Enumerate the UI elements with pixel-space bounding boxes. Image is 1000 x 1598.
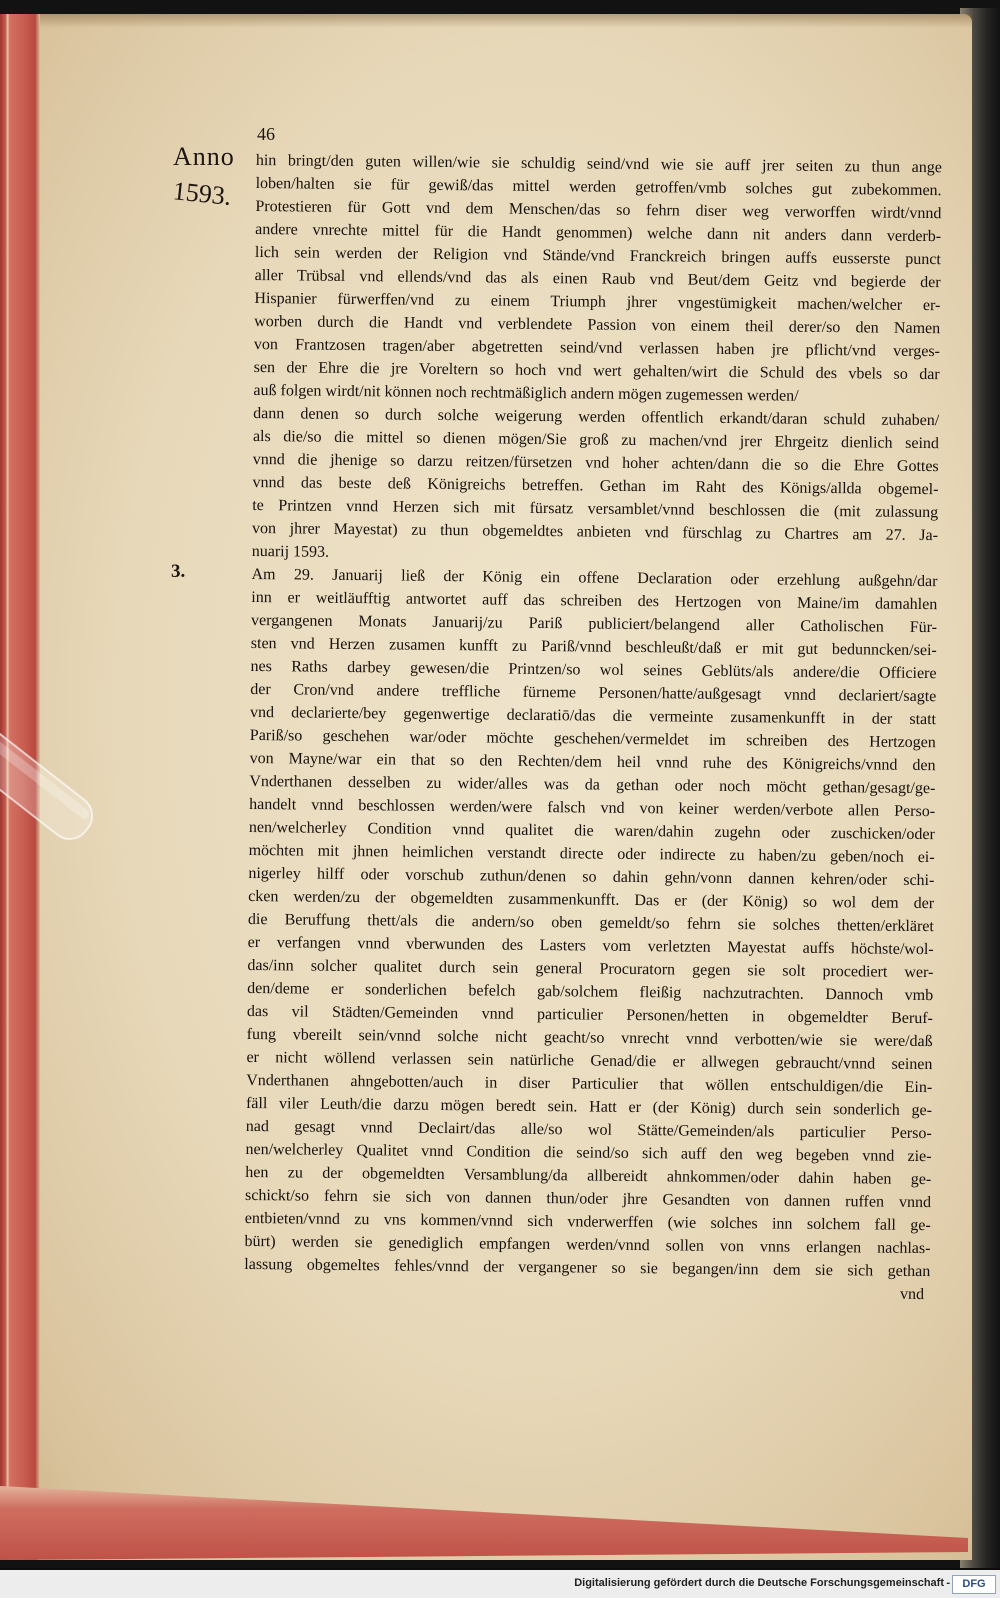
text-line: das/inn solcher qualitet durch sein general Procuratorn gegen sie solt procediert wer- (247, 956, 934, 982)
text-line: worben durch die Handt vnd verblendete Passion von einem theil derer/so den Namen (254, 312, 941, 338)
text-line: nuarij 1593. (251, 542, 330, 561)
text-line: fäll viler Leuth/die darzu mögen beredt sein. Hatt er (der König) durch sein sonderlich ge- (245, 1094, 933, 1120)
margin-section-number: 3. (171, 561, 186, 582)
text-line: die Beruffung thett/als die andern/so oben gemeldt/so fehrn sie solches thetten/erkläret (247, 910, 934, 936)
text-line: vnnd das beste deß Königreichs betreffen. Gethan im Raht des Königs/allda obgemel- (252, 473, 939, 499)
page-holder-clip-icon (0, 690, 140, 880)
text-line: hen zu der obgemeldten Versamblung/da allbereidt ahnkommen/oder dahin haben ge- (245, 1163, 932, 1189)
text-line: andere vnrechte mittel für die Handt genommen) welche dann nit anders dann verderb- (255, 220, 942, 246)
margin-note-anno: Anno (173, 142, 235, 171)
text-line: nen/welcherley Qualitet vnnd Condition die seind/so sich auff den weg begeben vnnd zie- (245, 1140, 932, 1166)
text-line: Vnderthanen ahngebotten/auch in diser Particulier that wöllen entschuldigen/die Ein- (246, 1071, 933, 1097)
digitization-footer (0, 1570, 1000, 1598)
footer-credit-text: Digitalisierung gefördert durch die Deutsche Forschungsgemeinschaft (574, 1577, 944, 1589)
text-line: vergangenen Monats Januarij/zu Pariß publiciert/belangend aller Catholischen Für- (250, 611, 938, 637)
text-line: vnd declarierte/bey gegenwertige declaratiō/das die vermeinte zusamenkunfft in der statt (250, 703, 937, 729)
text-line: er nicht wöllend verlassen sein natürliche Genad/die er allwegen gebraucht/vnnd seinen (246, 1048, 933, 1074)
text-line: sten vnd Herzen zusamen kunfft zu Pariß/vnnd beschleußt/daß er mit gut bedunncken/sei- (250, 634, 937, 660)
text-line: als die/so die mittel so dienen mögen/Sie groß zu machen/vnd jrer Ehrgeitz dienlich seind (252, 427, 940, 453)
margin-note-year: 1593. (171, 176, 233, 212)
text-line: Pariß/so geschehen war/oder möchte geschehen/vermeldet im schreiben des Hertzogen (249, 726, 936, 752)
text-line: lassung obgemeltes fehles/vnnd der vergangener so sie begangen/inn dem sie sich gethan (244, 1255, 931, 1281)
page-top-shadow (0, 14, 972, 28)
dfg-logo[interactable]: DFG (952, 1575, 996, 1594)
text-line: Am 29. Januarij ließ der König ein offene Declaration oder erzehlung außgehn/dar (251, 565, 938, 591)
text-line: hin bringt/den guten willen/wie sie schuldig seind/vnd wie sie auff jrer seiten zu thun ange (255, 151, 942, 177)
text-line: bürt) werden sie genediglich empfangen werden/vnnd sollen von vnns erlangen nachlas- (244, 1232, 931, 1258)
text-line: der Cron/vnd andere treffliche fürneme Personen/hatte/außgesagt vnnd declariert/sagte (250, 680, 937, 706)
text-line: loben/halten sie für gewiß/das mittel werden getroffen/vmb solches gut zubekommen. (255, 174, 942, 200)
text-line: nen/welcherley Condition vnnd qualitet die waren/dahin zugehn oder zuschicken/oder (248, 818, 935, 844)
text-line: Hispanier fürwerffen/vnd zu einem Triumph jhrer vngestümigkeit machen/welcher er- (254, 289, 941, 315)
text-line: fung vbereilt sein/vnnd solche nicht geacht/so vnrecht vnnd verbotten/wie sie were/daß (246, 1025, 933, 1051)
text-line: sen der Ehre die jre Voreltern so hoch vnd wert gehalten/wirt die Schuld des vbels so dar (253, 358, 940, 384)
footer-separator: - (946, 1577, 950, 1589)
text-line: nes Raths darbey gewesen/die Printzen/so wol seines Geblüts/als andere/die Officiere (250, 657, 937, 683)
page-number: 46 (257, 124, 275, 144)
text-line: den/deme er sonderlichen befelch gab/solchem fleißig nachzutrachten. Dannoch vmb (247, 979, 934, 1005)
text-line: nad gesagt vnnd Declairt/das alle/so wol Stätte/Gemeinden/als particulier Perso- (245, 1117, 932, 1143)
text-line: lich sein werden der Religion vnd Stände/vnd Franckreich bringen auffs eusserste punct (254, 243, 941, 269)
text-line: handelt vnnd beschlossen werden/were falsch vnd von keiner werden/verbote allen Perso- (249, 795, 936, 821)
text-line: möchten mit jhnen heimlichen verstandt directe oder indirecte zu haben/zu geben/noch ei- (248, 841, 935, 867)
text-line: von Frantzosen tragen/aber abgetretten seind/vnd verlassen haben jre pflicht/vnd verges- (253, 335, 941, 361)
text-line: aller Trübsal vnd ellends/vnd das als einen Raub vnd Beut/dem Geitz vnd begierde der (254, 266, 941, 292)
text-line: dann denen so durch solche weigerung werden offentlich erkandt/daran schuld zuhaben/ (253, 404, 940, 430)
paragraph-1 (252, 149, 942, 570)
text-line: Protestieren für Gott vnd dem Menschen/das so fehrn diser weg verworffen wirdt/vnnd (255, 197, 942, 223)
text-line: entbieten/vnnd zu vns kommen/vnnd sich vnderwerffen (wie solches inn solchem fall ge- (244, 1209, 931, 1235)
text-line: von Mayne/war ein that so den Rechten/dem heil vnnd ruhe des Königreichs/vnnd den (249, 749, 936, 775)
text-line: cken werden/zu der obgemeldten zusammenkunfft. Das er (der König) so wol dem der (248, 887, 935, 913)
text-line: er verfangen vnnd vberwunden des Lasters vom verletzten Mayestat auffs höchste/wol- (247, 933, 934, 959)
text-line: inn er weitläufftig antwortet auff das schreiben des Hertzogen von Maine/im damahlen (251, 588, 938, 614)
text-line: Vnderthanen desselben zu wider/alles was da gethan oder noch möcht gethan/gesagt/ge- (249, 772, 936, 798)
text-line: das vil Städten/Gemeinden vnnd particulier Personen/hetten in obgemeldter Beruf- (246, 1002, 934, 1028)
catchword: vnd (899, 1285, 925, 1304)
paragraph-2 (244, 563, 937, 1283)
text-line: auß folgen wirdt/nit können noch rechtmäßiglich andern mögen zugemessen werden/ (253, 381, 799, 405)
text-line: te Printzen vnnd Herzen sich mit fürsatz versamblet/vnnd beschlossen die (mit zulassung (252, 496, 939, 522)
text-line: schickt/so fehrn sie sich von dannen thun/oder jhre Gesandten von dannen ruffen vnnd (244, 1186, 932, 1212)
text-line: vnnd die jhenige so darzu reitzen/fürsetzen vnd hoher achten/dann die so die Ehre Gottes (252, 450, 939, 476)
body-text (244, 149, 942, 1306)
text-line: nigerley hilff oder vorschub zuthun/denen so dahin gehn/vonn dannen kehren/oder schi- (248, 864, 935, 890)
text-line: von jhrer Mayestat) zu thun obgemeldtes anbieten vnd fürschlag zu Chartres am 27. Ja- (251, 519, 939, 545)
